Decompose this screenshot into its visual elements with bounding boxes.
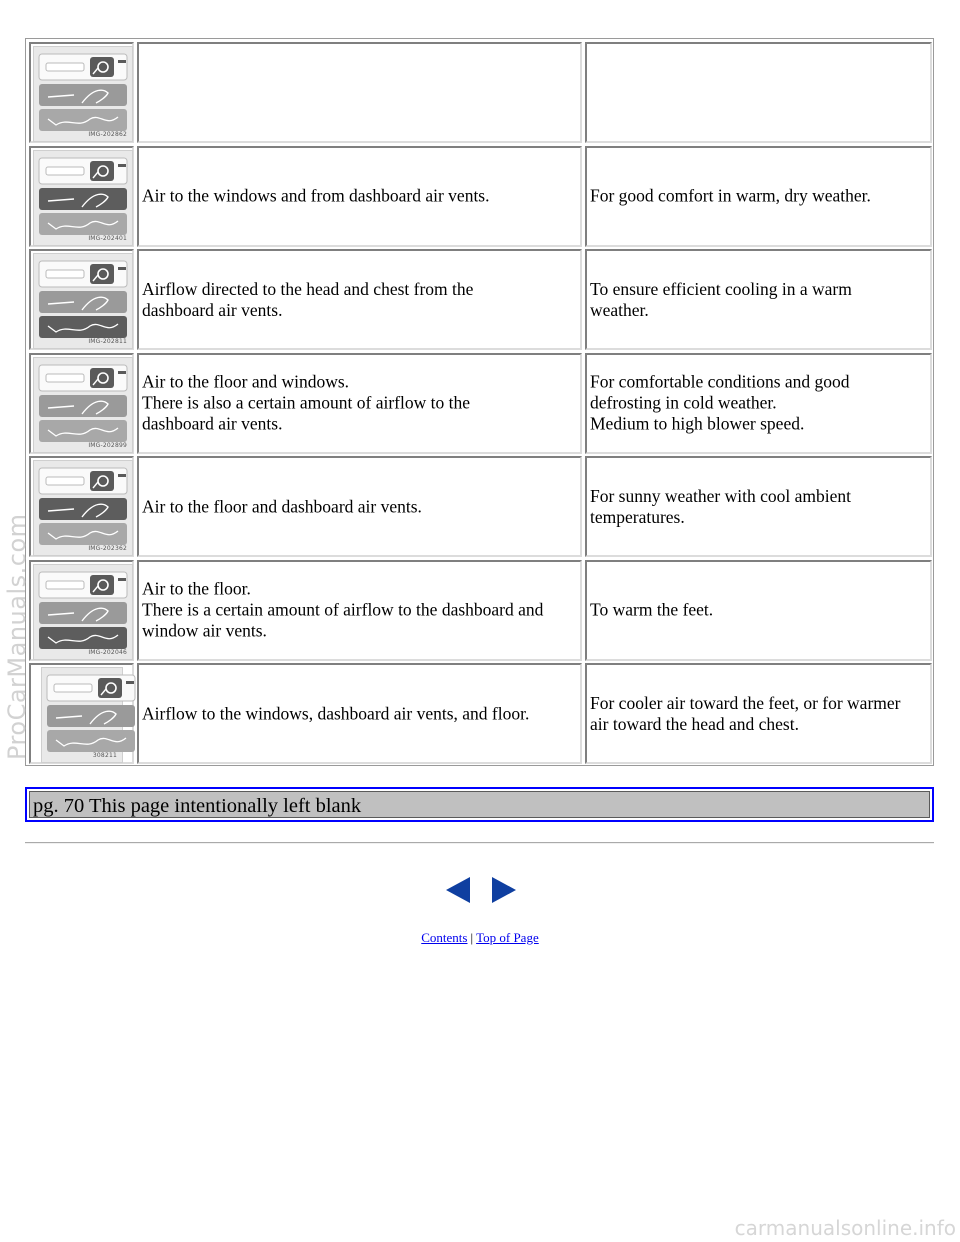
table-row xyxy=(29,663,932,764)
arrow-left-icon xyxy=(444,875,472,905)
previous-page-button[interactable] xyxy=(444,875,472,905)
vent-setting-image-cell xyxy=(29,249,134,350)
vent-panel-drawing xyxy=(34,151,132,245)
vent-panel-drawing xyxy=(34,47,132,141)
airflow-description-cell xyxy=(137,42,582,143)
recommended-use-cell xyxy=(585,146,932,247)
airflow-description-cell xyxy=(137,249,582,350)
vent-setting-image xyxy=(33,150,133,246)
image-code: IMG-202401 xyxy=(88,234,127,242)
image-code: IMG-202899 xyxy=(88,441,127,449)
arrow-right-icon xyxy=(490,875,518,905)
image-code: 308211 xyxy=(92,752,117,759)
vent-panel-drawing xyxy=(34,565,132,659)
airflow-description: Air to the floor. There is a certain amount of airflow to the dashboard and window air vents. xyxy=(142,578,544,641)
table-row xyxy=(29,456,932,557)
recommended-use: For sunny weather with cool ambient temperatures. xyxy=(590,485,851,527)
page-banner xyxy=(25,787,934,822)
table-row xyxy=(29,42,932,143)
banner-text: pg. 70 This page intentionally left blank xyxy=(33,795,362,817)
image-code: IMG-202362 xyxy=(88,545,127,552)
watermark: ProCarManuals.com xyxy=(3,513,31,760)
recommended-use: For comfortable conditions and good defrosting in cold weather. Medium to high blower speed. xyxy=(590,371,850,434)
airflow-description: Air to the floor and dashboard air vents. xyxy=(142,496,422,516)
page-navigation xyxy=(444,875,518,905)
airflow-description: Airflow to the windows, dashboard air vents, and floor. xyxy=(142,703,530,723)
vent-panel-drawing xyxy=(42,668,140,762)
vent-setting-image xyxy=(33,564,133,660)
vent-setting-image-cell xyxy=(29,353,134,454)
vent-setting-image xyxy=(33,253,133,349)
vent-setting-image-cell xyxy=(29,663,134,764)
recommended-use-cell xyxy=(585,560,932,661)
vent-setting-image xyxy=(33,46,133,142)
recommended-use-cell xyxy=(585,42,932,143)
vent-panel-drawing xyxy=(34,461,132,555)
vent-setting-image xyxy=(41,667,123,763)
recommended-use: To ensure efficient cooling in a warm weather. xyxy=(590,278,852,320)
vent-setting-image-cell xyxy=(29,456,134,557)
recommended-use-cell xyxy=(585,663,932,764)
table-row xyxy=(29,353,932,454)
recommended-use-cell xyxy=(585,249,932,350)
airflow-description-cell xyxy=(137,353,582,454)
table-row xyxy=(29,560,932,661)
vent-panel-drawing xyxy=(34,358,132,452)
footer-links xyxy=(0,930,960,946)
table-row xyxy=(29,249,932,350)
table-row xyxy=(29,146,932,247)
vent-setting-image xyxy=(33,460,133,556)
airflow-description-cell xyxy=(137,456,582,557)
airflow-description-cell xyxy=(137,560,582,661)
recommended-use-cell xyxy=(585,353,932,454)
vent-setting-image xyxy=(33,357,133,453)
airflow-description: Airflow directed to the head and chest from the dashboard air vents. xyxy=(142,278,474,320)
image-code: IMG-202862 xyxy=(88,131,127,138)
site-watermark: carmanualsonline.info xyxy=(734,1216,956,1240)
image-code: IMG-202811 xyxy=(88,338,127,345)
vent-setting-image-cell xyxy=(29,146,134,247)
airflow-description: Air to the windows and from dashboard air vents. xyxy=(142,185,490,206)
airflow-description-cell xyxy=(137,663,582,764)
airflow-table xyxy=(25,38,934,766)
top-of-page-link[interactable]: Top of Page xyxy=(476,930,539,945)
recommended-use: To warm the feet. xyxy=(590,599,714,620)
recommended-use-cell xyxy=(585,456,932,557)
link-separator: | xyxy=(470,930,474,945)
contents-link[interactable]: Contents xyxy=(421,930,468,945)
next-page-button[interactable] xyxy=(490,875,518,905)
vent-setting-image-cell xyxy=(29,42,134,143)
banner-inner xyxy=(29,791,930,818)
airflow-description-cell xyxy=(137,146,582,247)
recommended-use: For good comfort in warm, dry weather. xyxy=(590,185,871,206)
image-code: IMG-202046 xyxy=(88,648,127,656)
vent-setting-image-cell xyxy=(29,560,134,661)
vent-panel-drawing xyxy=(34,254,132,348)
recommended-use: For cooler air toward the feet, or for warmer air toward the head and chest. xyxy=(590,692,901,734)
divider xyxy=(25,842,934,844)
airflow-description: Air to the floor and windows. There is also a certain amount of airflow to the dashboard air vents. xyxy=(142,371,471,434)
